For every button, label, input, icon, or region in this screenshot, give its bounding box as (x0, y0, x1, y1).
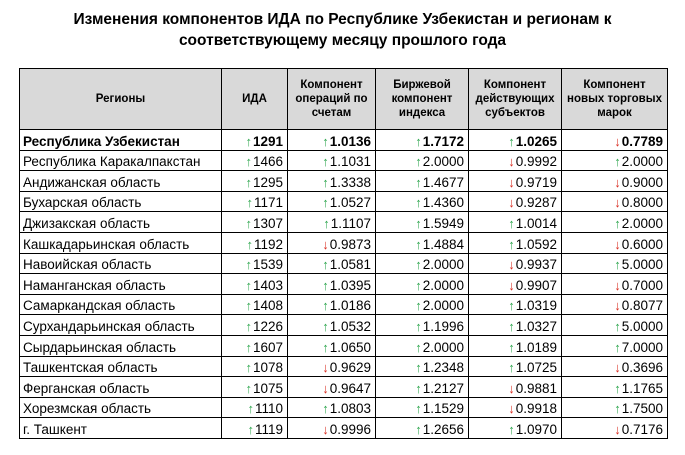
cell-value: 1.0527 (329, 195, 371, 211)
cell-value: 1.1107 (330, 215, 371, 231)
cell-value: 1.3338 (329, 174, 371, 190)
table-row (20, 377, 668, 398)
cell-new-brands (562, 171, 668, 192)
cell-value: 2.0000 (621, 215, 663, 231)
cell-ida (222, 191, 288, 212)
up-arrow-icon: ↑ (246, 195, 253, 211)
cell-ops (288, 150, 376, 171)
cell-value: 0.7000 (621, 277, 663, 293)
title-line-1: Изменения компонентов ИДА по Республике Узбекистан и регионам к (73, 11, 612, 28)
cell-value: 0.9629 (329, 360, 371, 376)
cell-ops (288, 335, 376, 356)
table-row (20, 418, 668, 439)
cell-value: 1.0803 (329, 401, 371, 417)
down-arrow-icon: ↓ (614, 133, 621, 149)
cell-value: 2.0000 (621, 154, 663, 170)
cell-exchange (376, 171, 469, 192)
cell-value: 1607 (252, 339, 283, 355)
region-name: Республика Узбекистан (20, 130, 222, 151)
cell-new-brands (562, 397, 668, 418)
up-arrow-icon: ↑ (508, 318, 515, 334)
region-name: Республика Каракалпакстан (20, 150, 222, 171)
up-arrow-icon: ↑ (322, 318, 329, 334)
cell-value: 1.4677 (422, 174, 464, 190)
cell-new-brands (562, 253, 668, 274)
up-arrow-icon: ↑ (614, 215, 621, 231)
cell-value: 0.9907 (515, 277, 557, 293)
up-arrow-icon: ↑ (322, 195, 329, 211)
up-arrow-icon: ↑ (415, 318, 422, 334)
table-row (20, 397, 668, 418)
cell-value: 1078 (252, 360, 283, 376)
cell-value: 1.0532 (329, 318, 371, 334)
down-arrow-icon: ↓ (322, 360, 329, 376)
cell-value: 2.0000 (422, 277, 464, 293)
cell-new-brands (562, 274, 668, 295)
cell-value: 1.0189 (515, 339, 557, 355)
cell-value: 1539 (252, 257, 283, 273)
up-arrow-icon: ↑ (508, 360, 515, 376)
cell-value: 1307 (252, 215, 283, 231)
cell-value: 2.0000 (422, 257, 464, 273)
region-name: Хорезмская область (20, 397, 222, 418)
up-arrow-icon: ↑ (614, 154, 621, 170)
cell-value: 1171 (253, 195, 283, 211)
cell-value: 1.0970 (515, 421, 557, 437)
cell-ops (288, 253, 376, 274)
cell-ops (288, 418, 376, 439)
down-arrow-icon: ↓ (508, 154, 515, 170)
region-name: г. Ташкент (20, 418, 222, 439)
cell-value: 1.2348 (422, 360, 464, 376)
up-arrow-icon: ↑ (322, 298, 329, 314)
ida-table (19, 68, 668, 439)
cell-new-brands (562, 315, 668, 336)
cell-value: 2.0000 (422, 339, 464, 355)
cell-exchange (376, 335, 469, 356)
down-arrow-icon: ↓ (508, 195, 515, 211)
up-arrow-icon: ↑ (614, 380, 621, 396)
region-name: Ташкентская область (20, 356, 222, 377)
up-arrow-icon: ↑ (508, 215, 515, 231)
cell-ops (288, 212, 376, 233)
cell-value: 0.9992 (515, 154, 557, 170)
cell-exchange (376, 212, 469, 233)
header-new-brands: Компонент новых торговых марок (562, 69, 668, 130)
region-name: Джизакская область (20, 212, 222, 233)
cell-value: 0.3696 (621, 360, 663, 376)
cell-active (469, 150, 562, 171)
cell-ida (222, 294, 288, 315)
cell-active (469, 171, 562, 192)
cell-new-brands (562, 232, 668, 253)
cell-exchange (376, 377, 469, 398)
cell-new-brands (562, 356, 668, 377)
cell-value: 1119 (254, 421, 283, 437)
table-row (20, 191, 668, 212)
cell-exchange (376, 274, 469, 295)
up-arrow-icon: ↑ (508, 339, 515, 355)
cell-exchange (376, 130, 469, 151)
cell-value: 5.0000 (621, 318, 663, 334)
region-name: Сырдарьинская область (20, 335, 222, 356)
down-arrow-icon: ↓ (508, 257, 515, 273)
up-arrow-icon: ↑ (415, 401, 422, 417)
cell-value: 0.9881 (515, 380, 557, 396)
up-arrow-icon: ↑ (415, 257, 422, 273)
title-line-2: соответствующему месяцу прошлого года (178, 32, 507, 49)
cell-new-brands (562, 294, 668, 315)
cell-exchange (376, 294, 469, 315)
up-arrow-icon: ↑ (322, 401, 329, 417)
up-arrow-icon: ↑ (322, 133, 329, 149)
down-arrow-icon: ↓ (508, 277, 515, 293)
up-arrow-icon: ↑ (415, 360, 422, 376)
cell-value: 0.9287 (515, 195, 557, 211)
cell-active (469, 212, 562, 233)
up-arrow-icon: ↑ (415, 236, 422, 252)
cell-value: 0.7176 (621, 421, 663, 437)
header-region: Регионы (20, 69, 222, 130)
table-row (20, 335, 668, 356)
up-arrow-icon: ↑ (322, 277, 329, 293)
cell-ida (222, 171, 288, 192)
cell-active (469, 418, 562, 439)
cell-active (469, 377, 562, 398)
up-arrow-icon: ↑ (245, 154, 252, 170)
cell-active (469, 191, 562, 212)
cell-value: 1.1996 (422, 318, 464, 334)
up-arrow-icon: ↑ (415, 195, 422, 211)
header-ida: ИДА (222, 69, 288, 130)
cell-value: 1466 (252, 154, 283, 170)
header-ops: Компонент операций по счетам (288, 69, 376, 130)
down-arrow-icon: ↓ (508, 174, 515, 190)
cell-value: 0.9000 (621, 174, 663, 190)
cell-ops (288, 274, 376, 295)
up-arrow-icon: ↑ (508, 236, 515, 252)
up-arrow-icon: ↑ (322, 257, 329, 273)
cell-exchange (376, 232, 469, 253)
cell-exchange (376, 356, 469, 377)
cell-ida (222, 150, 288, 171)
up-arrow-icon: ↑ (247, 401, 254, 417)
cell-value: 0.8077 (621, 298, 663, 314)
cell-ida (222, 315, 288, 336)
up-arrow-icon: ↑ (245, 174, 252, 190)
down-arrow-icon: ↓ (614, 277, 621, 293)
table-row (20, 212, 668, 233)
region-name: Наманганская область (20, 274, 222, 295)
down-arrow-icon: ↓ (508, 380, 515, 396)
cell-value: 0.9647 (329, 380, 371, 396)
up-arrow-icon: ↑ (245, 360, 252, 376)
cell-exchange (376, 418, 469, 439)
cell-value: 1.0136 (329, 133, 371, 149)
cell-ida (222, 232, 288, 253)
cell-value: 1226 (252, 318, 283, 334)
cell-ops (288, 377, 376, 398)
table-row (20, 274, 668, 295)
region-name: Кашкадарьинская область (20, 232, 222, 253)
up-arrow-icon: ↑ (246, 236, 253, 252)
cell-value: 1.0186 (329, 298, 371, 314)
down-arrow-icon: ↓ (322, 380, 329, 396)
cell-exchange (376, 397, 469, 418)
cell-value: 1.0592 (515, 236, 557, 252)
up-arrow-icon: ↑ (415, 421, 422, 437)
cell-ida (222, 418, 288, 439)
cell-value: 1295 (252, 174, 283, 190)
up-arrow-icon: ↑ (415, 298, 422, 314)
cell-value: 1.7500 (621, 401, 663, 417)
down-arrow-icon: ↓ (508, 401, 515, 417)
cell-new-brands (562, 335, 668, 356)
up-arrow-icon: ↑ (322, 339, 329, 355)
up-arrow-icon: ↑ (245, 339, 252, 355)
cell-new-brands (562, 377, 668, 398)
cell-value: 0.8000 (621, 195, 663, 211)
cell-value: 1.1765 (621, 380, 663, 396)
cell-value: 1.2656 (422, 421, 464, 437)
up-arrow-icon: ↑ (415, 380, 422, 396)
up-arrow-icon: ↑ (508, 298, 515, 314)
cell-new-brands (562, 418, 668, 439)
cell-value: 1110 (254, 401, 283, 417)
table-row (20, 253, 668, 274)
cell-value: 0.6000 (621, 236, 663, 252)
cell-exchange (376, 315, 469, 336)
up-arrow-icon: ↑ (245, 257, 252, 273)
up-arrow-icon: ↑ (415, 174, 422, 190)
up-arrow-icon: ↑ (245, 133, 252, 149)
cell-value: 1.0725 (515, 360, 557, 376)
region-name: Ферганская область (20, 377, 222, 398)
down-arrow-icon: ↓ (614, 195, 621, 211)
table-header-row (20, 69, 668, 130)
up-arrow-icon: ↑ (508, 421, 515, 437)
cell-ops (288, 232, 376, 253)
up-arrow-icon: ↑ (614, 401, 621, 417)
table-row (20, 232, 668, 253)
cell-ida (222, 397, 288, 418)
cell-active (469, 335, 562, 356)
up-arrow-icon: ↑ (245, 277, 252, 293)
cell-exchange (376, 150, 469, 171)
cell-value: 1.0319 (515, 298, 557, 314)
cell-ops (288, 315, 376, 336)
cell-value: 0.9918 (515, 401, 557, 417)
region-name: Навоийская область (20, 253, 222, 274)
cell-ops (288, 356, 376, 377)
up-arrow-icon: ↑ (322, 154, 329, 170)
region-name: Самаркандская область (20, 294, 222, 315)
cell-ida (222, 130, 288, 151)
cell-exchange (376, 253, 469, 274)
down-arrow-icon: ↓ (322, 236, 329, 252)
cell-ida (222, 377, 288, 398)
cell-value: 1408 (252, 298, 283, 314)
cell-value: 1192 (253, 236, 283, 252)
cell-value: 1.0265 (515, 133, 557, 149)
cell-ida (222, 253, 288, 274)
cell-exchange (376, 191, 469, 212)
up-arrow-icon: ↑ (415, 339, 422, 355)
cell-active (469, 253, 562, 274)
cell-value: 1291 (252, 133, 283, 149)
down-arrow-icon: ↓ (614, 174, 621, 190)
cell-value: 1.0581 (329, 257, 371, 273)
up-arrow-icon: ↑ (415, 154, 422, 170)
cell-ops (288, 130, 376, 151)
cell-ida (222, 274, 288, 295)
cell-ida (222, 356, 288, 377)
cell-value: 1403 (252, 277, 283, 293)
up-arrow-icon: ↑ (322, 174, 329, 190)
table-row (20, 356, 668, 377)
cell-value: 5.0000 (621, 257, 663, 273)
cell-active (469, 130, 562, 151)
down-arrow-icon: ↓ (322, 421, 329, 437)
cell-value: 1.2127 (422, 380, 464, 396)
cell-active (469, 397, 562, 418)
table-row (20, 130, 668, 151)
cell-value: 1.0650 (329, 339, 371, 355)
cell-value: 1.0014 (515, 215, 557, 231)
cell-ops (288, 191, 376, 212)
cell-new-brands (562, 150, 668, 171)
cell-ida (222, 212, 288, 233)
cell-new-brands (562, 212, 668, 233)
up-arrow-icon: ↑ (245, 298, 252, 314)
cell-new-brands (562, 191, 668, 212)
cell-new-brands (562, 130, 668, 151)
cell-ops (288, 294, 376, 315)
cell-value: 1.7172 (422, 133, 464, 149)
cell-value: 0.9873 (329, 236, 371, 252)
up-arrow-icon: ↑ (323, 215, 330, 231)
table-body (20, 130, 668, 439)
cell-active (469, 232, 562, 253)
cell-value: 2.0000 (422, 298, 464, 314)
up-arrow-icon: ↑ (245, 380, 252, 396)
up-arrow-icon: ↑ (415, 133, 422, 149)
table-row (20, 294, 668, 315)
cell-active (469, 356, 562, 377)
cell-value: 0.9996 (329, 421, 371, 437)
cell-value: 1.4360 (422, 195, 464, 211)
down-arrow-icon: ↓ (614, 236, 621, 252)
table-row (20, 315, 668, 336)
cell-ops (288, 397, 376, 418)
down-arrow-icon: ↓ (614, 298, 621, 314)
cell-value: 1.1529 (422, 401, 464, 417)
cell-value: 1.0327 (515, 318, 557, 334)
cell-ops (288, 171, 376, 192)
up-arrow-icon: ↑ (245, 215, 252, 231)
cell-value: 2.0000 (422, 154, 464, 170)
cell-value: 1075 (252, 380, 283, 396)
cell-active (469, 274, 562, 295)
cell-value: 0.9719 (515, 174, 557, 190)
table-row (20, 150, 668, 171)
cell-value: 1.1031 (329, 154, 371, 170)
page-title (0, 9, 685, 51)
region-name: Сурхандарьинская область (20, 315, 222, 336)
up-arrow-icon: ↑ (508, 133, 515, 149)
up-arrow-icon: ↑ (415, 277, 422, 293)
up-arrow-icon: ↑ (415, 215, 422, 231)
down-arrow-icon: ↓ (614, 360, 621, 376)
cell-value: 0.7789 (621, 133, 663, 149)
up-arrow-icon: ↑ (614, 257, 621, 273)
up-arrow-icon: ↑ (614, 339, 621, 355)
cell-active (469, 315, 562, 336)
up-arrow-icon: ↑ (245, 318, 252, 334)
cell-value: 0.9937 (515, 257, 557, 273)
up-arrow-icon: ↑ (247, 421, 254, 437)
down-arrow-icon: ↓ (614, 421, 621, 437)
header-exchange: Биржевой компонент индекса (376, 69, 469, 130)
up-arrow-icon: ↑ (614, 318, 621, 334)
table-row (20, 171, 668, 192)
cell-value: 1.4884 (422, 236, 464, 252)
region-name: Бухарская область (20, 191, 222, 212)
cell-value: 1.0395 (329, 277, 371, 293)
header-active: Компонент действующих субъектов (469, 69, 562, 130)
cell-value: 1.5949 (422, 215, 464, 231)
cell-active (469, 294, 562, 315)
region-name: Андижанская область (20, 171, 222, 192)
cell-value: 7.0000 (621, 339, 663, 355)
cell-ida (222, 335, 288, 356)
